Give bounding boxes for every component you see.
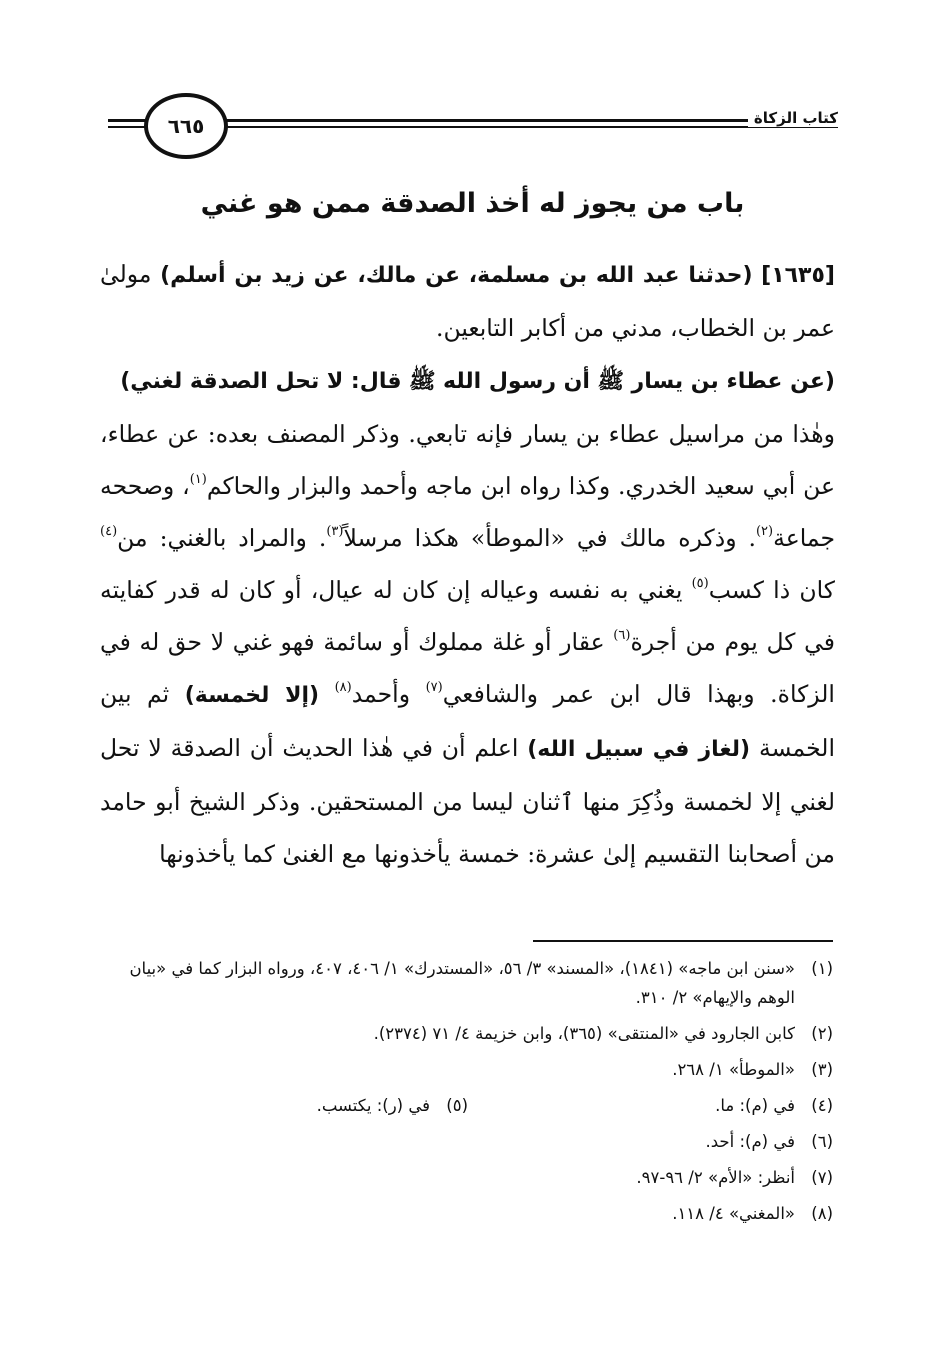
footnote-ref[interactable]: (١) xyxy=(189,472,207,488)
footnote-text: كابن الجارود في «المنتقى» (٣٦٥)، وابن خزيمة ٤/ ٧١ (٢٣٧٤). xyxy=(373,1024,795,1043)
bold-phrase: (لغاز في سبيل الله) xyxy=(527,737,751,762)
footnote-text: «المغني» ٤/ ١١٨. xyxy=(672,1204,795,1223)
matn-end: قال: لا تحل الصدقة لغني) xyxy=(120,369,402,394)
chapter-title: باب من يجوز له أخذ الصدقة ممن هو غني xyxy=(200,188,745,219)
page-number-badge xyxy=(144,93,228,159)
matn-paragraph xyxy=(100,354,835,408)
footnote xyxy=(108,1127,833,1156)
honorific-glyph: ﷺ xyxy=(597,369,625,394)
footnote-number: (٥) xyxy=(446,1096,468,1115)
commentary-text: كان ذا كسب xyxy=(708,576,835,604)
commentary-text: عقار أو غلة مملوك أو سائمة فهو غني لا حق له في الزكاة. وبهذا قال ابن عمر والشافعي xyxy=(100,628,835,708)
commentary-text: ، وصححه جماعة xyxy=(100,472,836,552)
footnote-ref[interactable]: (٨) xyxy=(334,680,352,696)
footnote-number: (٨) xyxy=(811,1204,833,1223)
matn-mid: أن رسول الله xyxy=(443,369,590,394)
footnote-number: (٦) xyxy=(811,1132,833,1151)
bold-phrase: (إلا لخمسة) xyxy=(184,683,320,708)
footnote-text: أنظر: «الأم» ٢/ ٩٦-٩٧. xyxy=(636,1168,795,1187)
footnotes xyxy=(108,954,833,1235)
footnote-ref[interactable]: (٦) xyxy=(613,628,631,644)
footnote-text: في (م): ما. xyxy=(715,1096,795,1115)
footnote-number: (٣) xyxy=(811,1060,833,1079)
commentary-text: وهٰذا من مراسيل عطاء بن يسار فإنه تابعي. وذكر المصنف بعده: عن عطاء، عن أبي سعيد الخدري. وكذا رواه ابن ماجه وأحمد والبزار والحاكم xyxy=(100,420,835,500)
commentary-text: اعلم أن في هٰذا الحديث أن الصدقة لا تحل لغني إلا لخمسة وذُكِرَ منها ٱثنان ليسا من المستحقين. وذكر الشيخ أبو حامد من أصحابنا التقسيم إلىٰ عشرة: خمسة يأخذونها مع الغنىٰ كما يأخذونها xyxy=(100,734,835,868)
footnote-ref[interactable]: (٢) xyxy=(755,524,774,540)
footnote-text: «الموطأ» ١/ ٢٦٨. xyxy=(672,1060,795,1079)
commentary-text: يغني به نفسه وعياله إن كان له عيال، أو كان له قدر كفايته في كل يوم من أجرة xyxy=(100,576,835,656)
matn-start: (عن عطاء بن يسار xyxy=(631,369,835,394)
hadith-paragraph xyxy=(100,248,835,354)
footnote xyxy=(108,1019,833,1048)
commentary-paragraph xyxy=(100,408,835,880)
footnote xyxy=(108,1055,833,1084)
hadith-number: [١٦٣٥] xyxy=(761,263,835,288)
commentary-text: وأحمد xyxy=(351,680,411,708)
footnote xyxy=(108,1091,833,1120)
footnote xyxy=(108,1163,833,1192)
isnad-comment: مولىٰ عمر بن الخطاب، مدني من أكابر التابعين. xyxy=(100,260,835,342)
footnote-number: (١) xyxy=(811,959,833,978)
main-text xyxy=(100,248,835,880)
commentary-text: . وذكره مالك في «الموطأ» هكذا مرسلاً xyxy=(343,524,756,552)
footnote-ref[interactable]: (٣) xyxy=(326,524,344,540)
footnote xyxy=(108,1199,833,1228)
page-number: ٦٦٥ xyxy=(167,114,205,138)
honorific-glyph: ﷺ xyxy=(408,369,436,394)
footnote-second-column xyxy=(317,1091,468,1120)
commentary-text: ثم بين الخمسة xyxy=(100,680,835,762)
footnote-ref[interactable]: (٥) xyxy=(691,576,709,592)
footnote-text: في (م): أحد. xyxy=(705,1132,795,1151)
commentary-text: . والمراد بالغني: من xyxy=(117,524,327,552)
book-title: كتاب الزكاة xyxy=(748,109,838,127)
footnote-ref[interactable]: (٤) xyxy=(100,524,118,540)
footnote-number: (٤) xyxy=(811,1096,833,1115)
footnote-text: «سنن ابن ماجه» (١٨٤١)، «المسند» ٣/ ٥٦، «المستدرك» ١/ ٤٠٦، ٤٠٧، ورواه البزار كما في «بيان الوهم والإيهام» ٢/ ٣١٠. xyxy=(129,959,795,1007)
footnote-text: في (ر): يكتسب. xyxy=(316,1096,430,1115)
footnote-number: (٧) xyxy=(811,1168,833,1187)
page-header xyxy=(108,92,838,162)
footnote xyxy=(108,954,833,1012)
footnote-number: (٢) xyxy=(811,1024,833,1043)
footnote-ref[interactable]: (٧) xyxy=(425,680,443,696)
hadith-isnad: (حدثنا عبد الله بن مسلمة، عن مالك، عن زيد بن أسلم) xyxy=(160,263,753,288)
footnote-separator xyxy=(533,940,833,942)
